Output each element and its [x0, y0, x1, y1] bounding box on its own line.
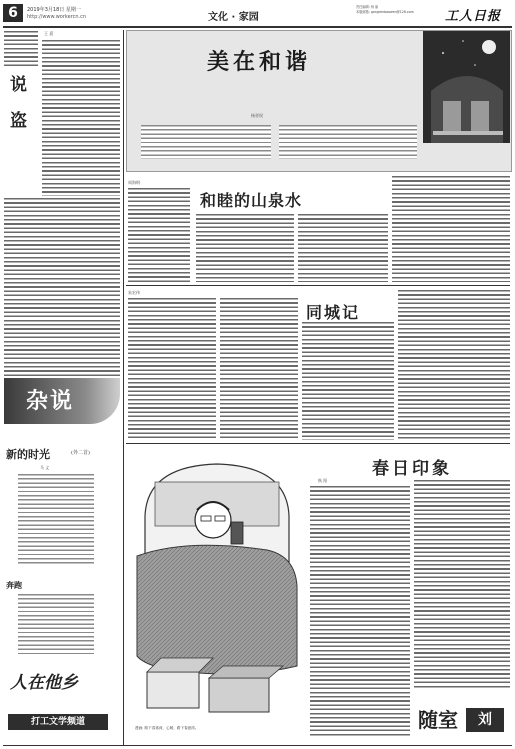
- header-rule: [3, 26, 512, 28]
- page-number: 6: [8, 5, 18, 21]
- sui-shi-label-2: 刘: [466, 708, 504, 732]
- tong-cheng-col-4: [398, 290, 510, 440]
- moon-window-svg: [423, 31, 510, 143]
- mei-zai-he-xie-text-1: [141, 125, 271, 159]
- mei-zai-he-xie-author: 杨晋权: [251, 113, 263, 118]
- footer-rule: [3, 745, 512, 746]
- shuo-dao-title-char-2: 盗: [10, 111, 27, 131]
- sui-shi-label: 随室: [418, 708, 458, 732]
- night-sky-illustration: [423, 31, 510, 143]
- date-line: 2019年3月18日 星期一: [27, 7, 81, 13]
- shuo-dao-body-bottom: [4, 198, 120, 376]
- he-mu-col-1: [128, 188, 190, 282]
- ren-zai-ta-xiang-main: 人在他乡: [10, 673, 78, 693]
- tong-cheng-col-3: [302, 322, 394, 440]
- poem-lines-2: [18, 594, 94, 654]
- tong-cheng-author: 朱宏伟: [128, 290, 140, 295]
- bed-reading-illustration: [127, 446, 304, 736]
- illustration-svg: [127, 446, 304, 736]
- left-column-rule: [123, 30, 124, 745]
- he-mu-author: 周海纲: [128, 180, 140, 185]
- tong-cheng-col-1: [128, 298, 216, 440]
- chun-ri-author: 秋 阳: [318, 478, 328, 483]
- ren-zai-ta-xiang-sub: 打工文学频道: [8, 714, 108, 730]
- section-title: 文化 · 家园: [208, 12, 259, 23]
- he-mu-title: 和睦的山泉水: [200, 191, 303, 210]
- shuo-dao-lead-text: [4, 31, 38, 67]
- sui-shi-logo: [414, 694, 510, 738]
- he-mu-col-4: [298, 214, 388, 282]
- xin-de-shi-guang-author: 马 义: [40, 465, 50, 470]
- chun-ri-col-1: [310, 486, 410, 738]
- poem-lines-1: [18, 474, 94, 566]
- shuo-dao-title: [10, 72, 34, 134]
- tong-cheng-bottom-rule: [126, 443, 510, 444]
- illustration-caption: 漫画: 路下春寒深、心暖、路下春意浓。: [135, 726, 199, 730]
- page-number-box: [3, 4, 23, 22]
- he-mu-col-5: [392, 176, 510, 282]
- shuo-dao-author: 王 熹: [44, 31, 54, 36]
- shuo-dao-title-char-1: 说: [10, 75, 27, 95]
- za-shuo-banner: [4, 378, 120, 424]
- xin-de-shi-guang-subtitle: (外二首): [71, 450, 90, 456]
- za-shuo-label: 杂说: [26, 389, 75, 414]
- shuo-dao-body-top: [42, 40, 120, 196]
- tong-cheng-col-2: [220, 298, 298, 440]
- ben-pao-title: 奔跑: [6, 580, 22, 590]
- editor-info: 责任编辑: 杨 丽 本版邮箱: gongrenbaowen@126.com: [356, 5, 414, 14]
- mei-zai-he-xie-title: 美在和谐: [207, 50, 312, 75]
- website-line: http://www.workercn.cn: [27, 14, 87, 20]
- he-mu-bottom-rule: [126, 285, 510, 286]
- xin-de-shi-guang-title: 新的时光: [6, 448, 50, 461]
- chun-ri-title: 春日印象: [372, 459, 452, 479]
- mei-zai-he-xie-box: [126, 30, 512, 172]
- tong-cheng-title: 同城记: [306, 303, 361, 322]
- ren-zai-ta-xiang-logo: [4, 660, 114, 744]
- mei-zai-he-xie-text-2: [279, 125, 417, 159]
- masthead: 工人日报: [445, 9, 502, 24]
- chun-ri-col-2: [414, 480, 510, 690]
- he-mu-col-3: [196, 214, 294, 282]
